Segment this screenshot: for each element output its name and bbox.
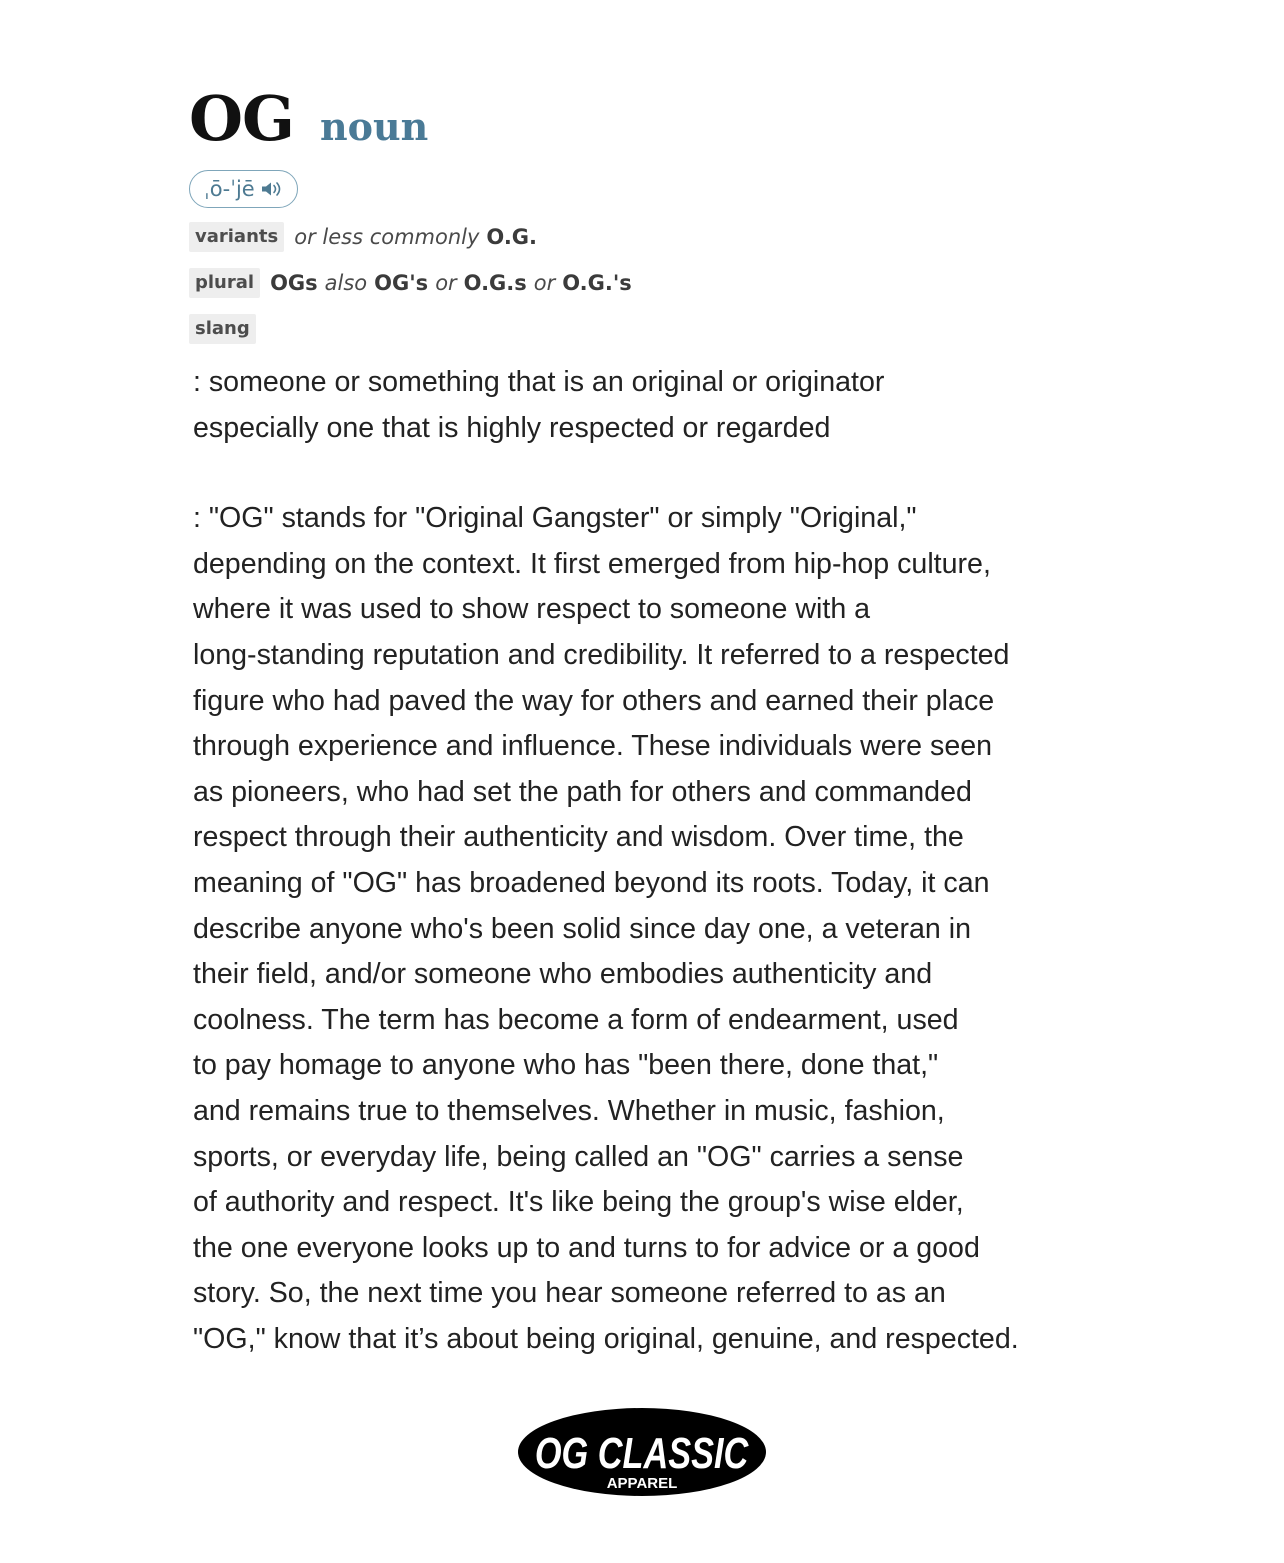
plural-connector: or (435, 271, 457, 295)
plural-connector: or (533, 271, 556, 295)
variants-tag: variants (189, 222, 284, 252)
logo-sub-text: APPAREL (606, 1475, 678, 1492)
headword-row (189, 82, 1109, 166)
plural-tag: plural (189, 268, 260, 298)
usage-label: slang (189, 314, 256, 344)
plural-form: O.G.s (463, 271, 527, 295)
speaker-icon (261, 181, 283, 197)
logo-main-text: OG CLASSIC (534, 1428, 749, 1479)
og-classic-logo (516, 1406, 768, 1498)
definition-1: : someone or something that is an original or originator especially one that is highly respected or regarded (193, 366, 885, 444)
variants-qualifier: or less commonly (294, 225, 480, 249)
part-of-speech: noun (319, 104, 429, 149)
headword: OG (189, 82, 294, 155)
plural-form: OG's (374, 271, 429, 295)
plural-row (189, 266, 1109, 300)
dictionary-entry (189, 82, 1109, 346)
pronunciation-button[interactable] (189, 170, 298, 208)
usage-row (189, 312, 1109, 346)
pronunciation-text: ˌō-ˈjē (204, 177, 255, 201)
variants-row (189, 220, 1109, 254)
plural-connector: also (324, 271, 368, 295)
variant-form: O.G. (486, 225, 538, 249)
plural-form: O.G.'s (562, 271, 632, 295)
definition-2: : "OG" stands for "Original Gangster" or simply "Original," depending on the context. It first emerged from hip-hop culture, where it was used to show respect to someone with a long-standing reputation and credibility. It referred to a respected figure who had paved the way for others and earned their place through experience and influence. These individuals were seen as pioneers, who had set the path for others and commanded respect through their authenticity and wisdom. Over time, the meaning of "OG" has broadened beyond its roots. Today, it can describe anyone who's been solid since day one, a veteran in their field, and/or someone who embodies authenticity and coolness. The term has become a form of endearment, used to pay homage to anyone who has "been there, done that," and remains true to themselves. Whether in music, fashion, sports, or everyday life, being called an "OG" carries a sense of authority and respect. It's like being the group's wise elder, the one everyone looks up to and turns to for advice or a good story. So, the next time you hear someone referred to as an "OG," know that it’s about being original, genuine, and respected. (193, 502, 1019, 1355)
definitions (193, 360, 1123, 1362)
plural-form: OGs (270, 271, 318, 295)
